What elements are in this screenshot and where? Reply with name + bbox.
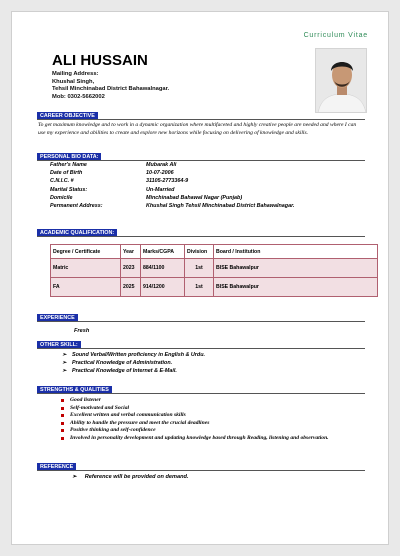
strength-text: Self-motivated and Social: [70, 404, 130, 411]
bio-value: Mubarak Ali: [146, 162, 177, 168]
strength-text: Involved in personality development and updating knowledge based through Reading, listening and observation.: [70, 434, 329, 441]
table-cell: 2023: [121, 259, 141, 278]
table-header-cell: Degree / Certificate: [51, 245, 121, 259]
table-cell: FA: [51, 278, 121, 297]
section-divider: [37, 393, 365, 394]
mobile-line: Mob: 0302-5662002: [52, 93, 105, 100]
list-item: [60, 420, 370, 428]
cv-tag: Curriculum Vitae: [303, 32, 368, 39]
bio-label: Permanent Address:: [50, 202, 103, 209]
table-row: [51, 278, 378, 297]
table-cell: Matric: [51, 259, 121, 278]
table-header-cell: Year: [121, 245, 141, 259]
qualification-table: [50, 244, 378, 297]
address-line: Khushal Singh,: [52, 78, 95, 85]
bio-value: Minchinabad Bahawal Nagar (Punjab): [146, 194, 243, 201]
section-divider: [37, 348, 365, 349]
address-line: Tehsil Minchinabad District Bahawalnagar.: [52, 86, 170, 93]
square-bullet-icon: [61, 422, 64, 425]
profile-photo: [315, 48, 367, 113]
skill-text: Sound Verbal/Written proficiency in English & Urdu.: [72, 352, 205, 358]
skills-list: [62, 352, 205, 377]
table-cell: 884/1100: [141, 259, 185, 278]
bio-value: Khushal Singh Tehsil Minchinabad District Bahawalnagar.: [146, 202, 295, 209]
bio-value: Un-Married: [146, 186, 175, 193]
strength-text: Good listener: [70, 397, 101, 403]
skill-text: Practical Knowledge of Administration.: [72, 360, 173, 367]
table-cell: BISE Bahawalpur: [214, 278, 378, 297]
table-header-cell: Board / Institution: [214, 245, 378, 259]
list-item: [60, 397, 370, 405]
list-item: [60, 427, 370, 435]
square-bullet-icon: [61, 399, 64, 402]
table-cell: BISE Bahawalpur: [214, 259, 378, 278]
section-other-skill: OTHER SKILL:: [37, 341, 81, 349]
table-header-cell: Marks/CGPA: [141, 245, 185, 259]
contact-block: [52, 71, 169, 101]
bio-label: Father's Name: [50, 162, 87, 168]
table-cell: 1st: [185, 259, 214, 278]
section-experience: EXPERIENCE: [37, 314, 78, 322]
applicant-name: ALI HUSSAIN: [52, 52, 148, 69]
bio-label: C.N.I.C. #: [50, 178, 74, 185]
person-photo-icon: [316, 49, 367, 113]
square-bullet-icon: [61, 407, 64, 410]
bio-value: 31105-2773364-9: [146, 178, 189, 185]
bio-label: Domicile: [50, 194, 73, 201]
section-divider: [37, 119, 365, 120]
strengths-list: [60, 397, 370, 443]
bio-value: 10-07-2006: [146, 170, 174, 177]
bio-label: Date of Birth: [50, 170, 83, 177]
section-divider: [37, 470, 365, 471]
bio-label: Marital Status:: [50, 186, 88, 193]
table-row: [51, 259, 378, 278]
section-reference: REFERENCE: [37, 463, 76, 471]
strength-text: Positive thinking and self-confidence: [70, 427, 156, 434]
arrow-bullet-icon: ➢: [62, 368, 67, 375]
square-bullet-icon: [61, 437, 64, 440]
list-item: [60, 435, 370, 443]
arrow-bullet-icon: ➢: [62, 352, 67, 358]
strength-text: Excellent written and verbal communication skills: [70, 412, 186, 419]
table-cell: 2025: [121, 278, 141, 297]
square-bullet-icon: [61, 429, 64, 432]
list-item: [60, 405, 370, 413]
square-bullet-icon: [61, 414, 64, 417]
section-career-objective: CAREER OBJECTIVE: [37, 112, 98, 120]
experience-value: Fresh: [74, 328, 90, 334]
list-item: [62, 368, 205, 376]
table-header-row: [51, 245, 378, 259]
section-divider: [37, 236, 365, 237]
table-cell: 914/1200: [141, 278, 185, 297]
table-cell: 1st: [185, 278, 214, 297]
section-divider: [37, 321, 365, 322]
reference-text: Reference will be provided on demand.: [84, 474, 189, 480]
strength-text: Ability to handle the pressure and meet the crucial deadlines: [70, 419, 210, 426]
objective-text: To get maximum knowledge and to work in a dynamic organization where multifaceted and highly creative people are needed and where I can use my experience and abilities to create and explore new horizons while focusing on delivering of knowledge and skills.: [38, 122, 357, 136]
list-item: [60, 412, 370, 420]
section-personal-bio: PERSONAL BIO DATA:: [37, 153, 101, 161]
list-item: [62, 360, 205, 368]
section-academic: ACADEMIC QUALIFICATION:: [37, 229, 117, 237]
list-item: [62, 352, 205, 360]
section-divider: [37, 160, 365, 161]
skill-text: Practical Knowledge of Internet & E-Mail.: [72, 368, 177, 375]
reference-line: [72, 474, 189, 480]
section-strengths: STRENGTHS & QUALITIES: [37, 386, 112, 394]
arrow-bullet-icon: ➢: [72, 474, 77, 480]
table-header-cell: Division: [185, 245, 214, 259]
address-line: Mailing Address:: [52, 71, 99, 77]
arrow-bullet-icon: ➢: [62, 360, 67, 367]
